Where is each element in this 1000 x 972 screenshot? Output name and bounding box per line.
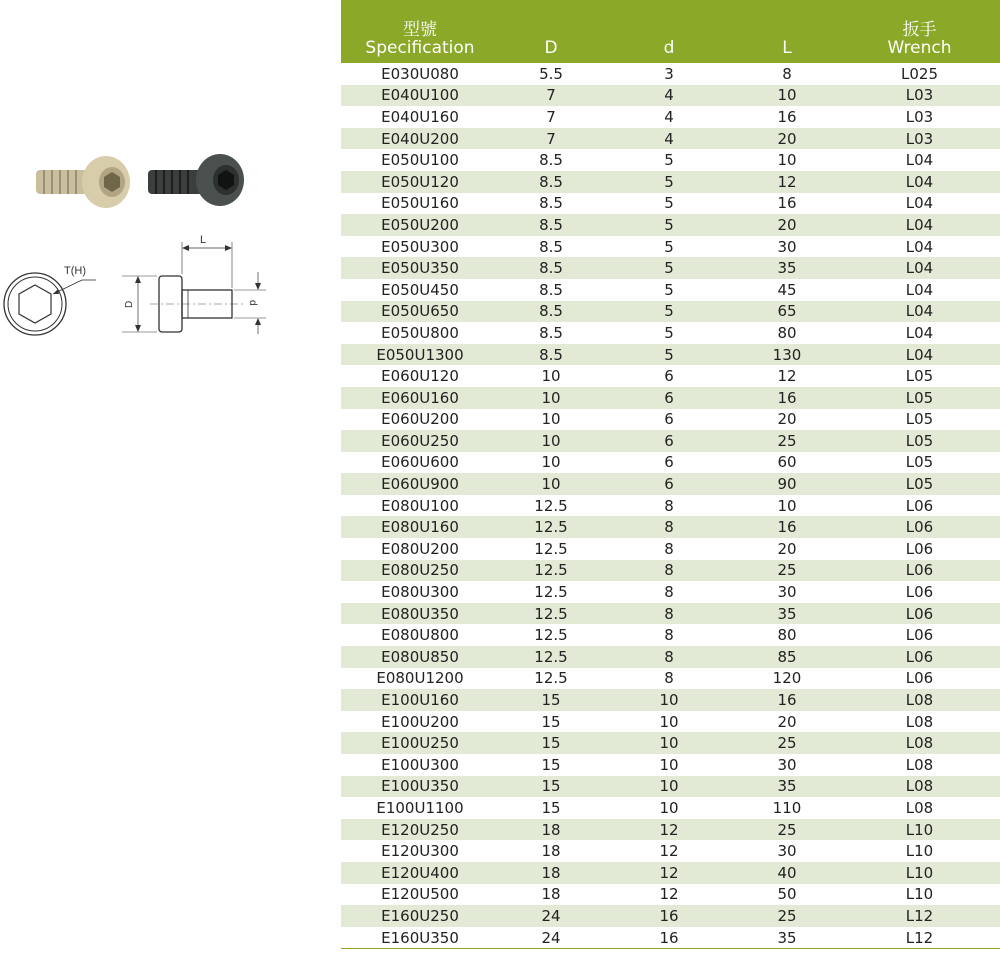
- spec-cell: E050U650: [341, 301, 499, 323]
- d-cell: 5: [603, 257, 735, 279]
- L-cell: 35: [735, 927, 839, 949]
- D-cell: 8.5: [499, 257, 603, 279]
- spec-cell: E060U160: [341, 387, 499, 409]
- L-cell: 35: [735, 603, 839, 625]
- D-cell: 18: [499, 862, 603, 884]
- d-cell: 12: [603, 819, 735, 841]
- d-cell: 12: [659, 885, 679, 904]
- table-row: [341, 214, 1000, 236]
- spec-cell: E080U160: [341, 516, 499, 538]
- table-row: [341, 776, 1000, 798]
- wrench-cell: L03: [839, 85, 1000, 107]
- L-cell: 12: [735, 171, 839, 193]
- L-cell: 20: [735, 214, 839, 236]
- L-cell: 16: [735, 689, 839, 711]
- D-cell: 12.5: [534, 669, 568, 688]
- L-cell: 80: [777, 323, 797, 342]
- table-row: [341, 668, 1000, 690]
- spec-cell: E050U300: [381, 237, 459, 256]
- D-cell: 12.5: [534, 626, 568, 645]
- table-row: [341, 516, 1000, 538]
- L-cell: 110: [772, 798, 802, 817]
- wrench-cell: L08: [905, 798, 934, 817]
- spec-cell: E050U200: [341, 214, 499, 236]
- D-cell: 15: [499, 732, 603, 754]
- d-cell: 5: [664, 323, 674, 342]
- spec-cell: E100U350: [341, 776, 499, 798]
- spec-cell: E120U400: [341, 862, 499, 884]
- L-cell: 85: [735, 646, 839, 668]
- L-cell: 16: [735, 516, 839, 538]
- dimension-drawing: [0, 228, 300, 348]
- table-row: [341, 236, 1000, 258]
- d-cell: 5: [664, 280, 674, 299]
- D-cell: 10: [541, 367, 561, 386]
- header-D: D: [499, 0, 603, 63]
- table-row: [341, 452, 1000, 474]
- table-row: [341, 603, 1000, 625]
- wrench-cell: L04: [839, 171, 1000, 193]
- header-L: L: [735, 0, 839, 63]
- spec-cell: E050U1300: [341, 344, 499, 366]
- d-cell: 8: [664, 496, 674, 515]
- L-cell: 45: [777, 280, 797, 299]
- d-cell: 16: [603, 927, 735, 949]
- L-cell: 20: [777, 539, 797, 558]
- L-cell: 25: [735, 430, 839, 452]
- table-row: [341, 884, 1000, 906]
- D-cell: 10: [499, 473, 603, 495]
- L-cell: 40: [735, 862, 839, 884]
- spec-cell: E100U250: [341, 732, 499, 754]
- wrench-cell: L06: [839, 603, 1000, 625]
- wrench-cell: L04: [839, 301, 1000, 323]
- D-cell: 10: [499, 430, 603, 452]
- D-cell: 18: [499, 819, 603, 841]
- table-row: [341, 711, 1000, 733]
- wrench-cell: L06: [839, 646, 1000, 668]
- L-cell: 10: [777, 496, 797, 515]
- spec-cell: E080U300: [381, 583, 459, 602]
- table-row: [341, 538, 1000, 560]
- L-cell: 16: [777, 194, 797, 213]
- header-wrench: [839, 0, 1000, 63]
- wrench-cell: L05: [905, 453, 934, 472]
- table-row: [341, 322, 1000, 344]
- spec-cell: E040U160: [381, 107, 459, 126]
- D-cell: 15: [541, 798, 561, 817]
- spec-cell: E080U850: [341, 646, 499, 668]
- table-row: [341, 495, 1000, 517]
- L-cell: 30: [777, 583, 797, 602]
- table-row: [341, 106, 1000, 128]
- L-cell: 25: [735, 905, 839, 927]
- table-row: [341, 905, 1000, 927]
- spec-cell: E160U350: [341, 927, 499, 949]
- spec-cell: E100U300: [381, 755, 459, 774]
- end-view: [4, 265, 96, 335]
- d-cell: 10: [603, 732, 735, 754]
- d-cell: 8: [664, 583, 674, 602]
- D-cell: 15: [541, 755, 561, 774]
- spec-cell: E080U100: [381, 496, 459, 515]
- wrench-cell: L03: [905, 107, 934, 126]
- wrench-cell: L04: [905, 151, 934, 170]
- D-cell: 12.5: [534, 496, 568, 515]
- D-cell: 10: [499, 387, 603, 409]
- header-spec-en: Specification: [365, 38, 475, 58]
- D-cell: 12.5: [534, 583, 568, 602]
- wrench-cell: L08: [839, 689, 1000, 711]
- D-cell: 12.5: [499, 516, 603, 538]
- d-cell: 5: [664, 194, 674, 213]
- spec-cell: E050U450: [381, 280, 459, 299]
- spec-cell: E060U900: [341, 473, 499, 495]
- d-cell: 12: [659, 842, 679, 861]
- spec-cell: E060U600: [381, 453, 459, 472]
- table-row: [341, 193, 1000, 215]
- L-cell: 30: [777, 842, 797, 861]
- spec-cell: E080U250: [341, 560, 499, 582]
- wrench-cell: L05: [839, 387, 1000, 409]
- spec-cell: E040U100: [341, 85, 499, 107]
- D-cell: 8.5: [499, 344, 603, 366]
- d-cell: 5: [603, 301, 735, 323]
- D-cell: 10: [541, 453, 561, 472]
- table-row: [341, 754, 1000, 776]
- spec-cell: E050U100: [381, 151, 459, 170]
- wrench-cell: L04: [839, 257, 1000, 279]
- wrench-cell: L05: [839, 430, 1000, 452]
- wrench-cell: L04: [905, 323, 934, 342]
- D-cell: 24: [499, 927, 603, 949]
- D-cell: 12.5: [499, 560, 603, 582]
- table-row: [341, 840, 1000, 862]
- spec-cell: E080U200: [381, 539, 459, 558]
- wrench-cell: L05: [905, 367, 934, 386]
- D-cell: 7: [499, 85, 603, 107]
- spec-cell: E080U1200: [376, 669, 464, 688]
- D-cell: 8.5: [539, 194, 563, 213]
- table-row: [341, 279, 1000, 301]
- d-cell: 6: [664, 367, 674, 386]
- d-cell: 5: [664, 237, 674, 256]
- header-d: d: [603, 0, 735, 63]
- d-cell: 5: [603, 171, 735, 193]
- L-cell: 50: [777, 885, 797, 904]
- table-row: [341, 344, 1000, 366]
- table-row: [341, 862, 1000, 884]
- table-row: [341, 387, 1000, 409]
- header-specification: [341, 0, 499, 63]
- header-row: [341, 0, 1000, 63]
- wrench-cell: L10: [839, 862, 1000, 884]
- wrench-cell: L08: [839, 732, 1000, 754]
- L-cell: 10: [777, 151, 797, 170]
- wrench-cell: L06: [905, 539, 934, 558]
- black-screw-image: [148, 154, 244, 206]
- wrench-cell: L04: [905, 194, 934, 213]
- wrench-cell: L05: [905, 410, 934, 429]
- table-row: [341, 63, 1000, 85]
- spec-cell: E050U120: [341, 171, 499, 193]
- spec-cell: E060U200: [381, 410, 459, 429]
- D-cell: 15: [541, 712, 561, 731]
- side-view: [122, 234, 266, 334]
- d-cell: 3: [664, 64, 674, 83]
- table-row: [341, 85, 1000, 107]
- table-row: [341, 797, 1000, 819]
- table-header: [341, 0, 1000, 63]
- L-cell: 25: [735, 819, 839, 841]
- d-cell: 6: [664, 453, 674, 472]
- spec-cell: E120U300: [381, 842, 459, 861]
- L-cell: 25: [735, 732, 839, 754]
- D-cell: 8.5: [539, 151, 563, 170]
- d-cell: 10: [659, 798, 679, 817]
- D-cell: 8.5: [499, 171, 603, 193]
- wrench-cell: L04: [839, 344, 1000, 366]
- table-row: [341, 689, 1000, 711]
- spec-cell: E080U800: [381, 626, 459, 645]
- header-spec-zh: 型號: [403, 20, 437, 40]
- D-cell: 8.5: [539, 237, 563, 256]
- spec-cell: E100U1100: [376, 798, 464, 817]
- d-cell: 4: [603, 85, 735, 107]
- wrench-cell: L08: [905, 755, 934, 774]
- wrench-cell: L06: [839, 560, 1000, 582]
- D-cell: 12.5: [534, 539, 568, 558]
- table-row: [341, 473, 1000, 495]
- D-cell: 15: [499, 776, 603, 798]
- L-cell: 20: [777, 410, 797, 429]
- D-cell: 7: [546, 107, 556, 126]
- d-cell: 12: [603, 862, 735, 884]
- d-cell: 8: [603, 646, 735, 668]
- L-cell: 30: [777, 755, 797, 774]
- D-cell: 10: [541, 410, 561, 429]
- wrench-cell: L10: [905, 885, 934, 904]
- D-cell: 15: [499, 689, 603, 711]
- d-cell: 10: [603, 776, 735, 798]
- spec-cell: E100U200: [381, 712, 459, 731]
- wrench-cell: L10: [839, 819, 1000, 841]
- D-cell: 24: [499, 905, 603, 927]
- d-cell: 10: [659, 712, 679, 731]
- L-cell: 16: [735, 387, 839, 409]
- table-row: [341, 581, 1000, 603]
- L-cell: 8: [782, 64, 792, 83]
- L-cell: 30: [777, 237, 797, 256]
- d-cell: 10: [603, 689, 735, 711]
- head-diameter-label: D: [124, 300, 135, 308]
- d-cell: 5: [664, 151, 674, 170]
- L-cell: 20: [735, 128, 839, 150]
- d-cell: 8: [603, 560, 735, 582]
- d-cell: 8: [664, 626, 674, 645]
- spec-cell: E120U250: [341, 819, 499, 841]
- length-label: L: [200, 234, 207, 246]
- D-cell: 18: [541, 885, 561, 904]
- wrench-cell: L04: [905, 280, 934, 299]
- wrench-cell: L06: [839, 516, 1000, 538]
- D-cell: 8.5: [499, 301, 603, 323]
- wrench-cell: L06: [905, 496, 934, 515]
- D-cell: 8.5: [539, 323, 563, 342]
- table-row: [341, 646, 1000, 668]
- wrench-cell: L12: [839, 905, 1000, 927]
- spec-cell: E040U200: [341, 128, 499, 150]
- L-cell: 35: [735, 776, 839, 798]
- hex-size-label: T(H): [64, 265, 86, 277]
- wrench-cell: L06: [905, 626, 934, 645]
- L-cell: 90: [735, 473, 839, 495]
- table-row: [341, 301, 1000, 323]
- table-row: [341, 819, 1000, 841]
- screw-photos: [0, 140, 300, 230]
- D-cell: 18: [541, 842, 561, 861]
- d-cell: 8: [664, 669, 674, 688]
- wrench-cell: L08: [905, 712, 934, 731]
- table-row: [341, 149, 1000, 171]
- table-row: [341, 128, 1000, 150]
- product-illustration-panel: [0, 0, 340, 972]
- wrench-cell: L05: [839, 473, 1000, 495]
- table-row: [341, 560, 1000, 582]
- specification-table: [341, 0, 1000, 949]
- L-cell: 130: [735, 344, 839, 366]
- table-row: [341, 732, 1000, 754]
- D-cell: 12.5: [499, 603, 603, 625]
- d-cell: 5: [603, 214, 735, 236]
- d-cell: 8: [603, 603, 735, 625]
- spec-cell: E080U350: [341, 603, 499, 625]
- spec-cell: E060U120: [381, 367, 459, 386]
- D-cell: 7: [499, 128, 603, 150]
- D-cell: 5.5: [539, 64, 563, 83]
- d-cell: 8: [603, 516, 735, 538]
- L-cell: 35: [735, 257, 839, 279]
- d-cell: 8: [664, 539, 674, 558]
- shank-diameter-label: d: [247, 300, 258, 306]
- table-row: [341, 430, 1000, 452]
- d-cell: 6: [603, 473, 735, 495]
- header-wrench-zh: 扳手: [902, 20, 937, 40]
- wrench-cell: L06: [905, 583, 934, 602]
- spec-cell: E050U350: [341, 257, 499, 279]
- d-cell: 6: [603, 430, 735, 452]
- L-cell: 120: [772, 669, 802, 688]
- D-cell: 12.5: [499, 646, 603, 668]
- d-cell: 10: [659, 755, 679, 774]
- wrench-cell: L04: [905, 237, 934, 256]
- d-cell: 6: [664, 410, 674, 429]
- table-body: [341, 63, 1000, 949]
- wrench-cell: L025: [901, 64, 938, 83]
- d-cell: 16: [603, 905, 735, 927]
- table-row: [341, 624, 1000, 646]
- L-cell: 65: [735, 301, 839, 323]
- wrench-cell: L04: [839, 214, 1000, 236]
- table-row: [341, 257, 1000, 279]
- L-cell: 10: [735, 85, 839, 107]
- L-cell: 16: [777, 107, 797, 126]
- d-cell: 6: [603, 387, 735, 409]
- table-row: [341, 927, 1000, 949]
- table-row: [341, 365, 1000, 387]
- d-cell: 4: [603, 128, 735, 150]
- spec-cell: E050U800: [381, 323, 459, 342]
- table-row: [341, 171, 1000, 193]
- L-cell: 60: [777, 453, 797, 472]
- header-wrench-en: Wrench: [887, 38, 952, 58]
- d-cell: 5: [603, 344, 735, 366]
- table-row: [341, 409, 1000, 431]
- wrench-cell: L06: [905, 669, 934, 688]
- spec-cell: E060U250: [341, 430, 499, 452]
- wrench-cell: L12: [839, 927, 1000, 949]
- L-cell: 20: [777, 712, 797, 731]
- wrench-cell: L08: [839, 776, 1000, 798]
- spec-cell: E120U500: [381, 885, 459, 904]
- spec-cell: E100U160: [341, 689, 499, 711]
- L-cell: 25: [735, 560, 839, 582]
- wrench-cell: L10: [905, 842, 934, 861]
- spec-cell: E160U250: [341, 905, 499, 927]
- stainless-screw-image: [36, 156, 130, 208]
- D-cell: 8.5: [499, 214, 603, 236]
- L-cell: 12: [777, 367, 797, 386]
- D-cell: 8.5: [539, 280, 563, 299]
- spec-cell: E030U080: [381, 64, 459, 83]
- wrench-cell: L03: [839, 128, 1000, 150]
- d-cell: 4: [664, 107, 674, 126]
- spec-cell: E050U160: [381, 194, 459, 213]
- L-cell: 80: [777, 626, 797, 645]
